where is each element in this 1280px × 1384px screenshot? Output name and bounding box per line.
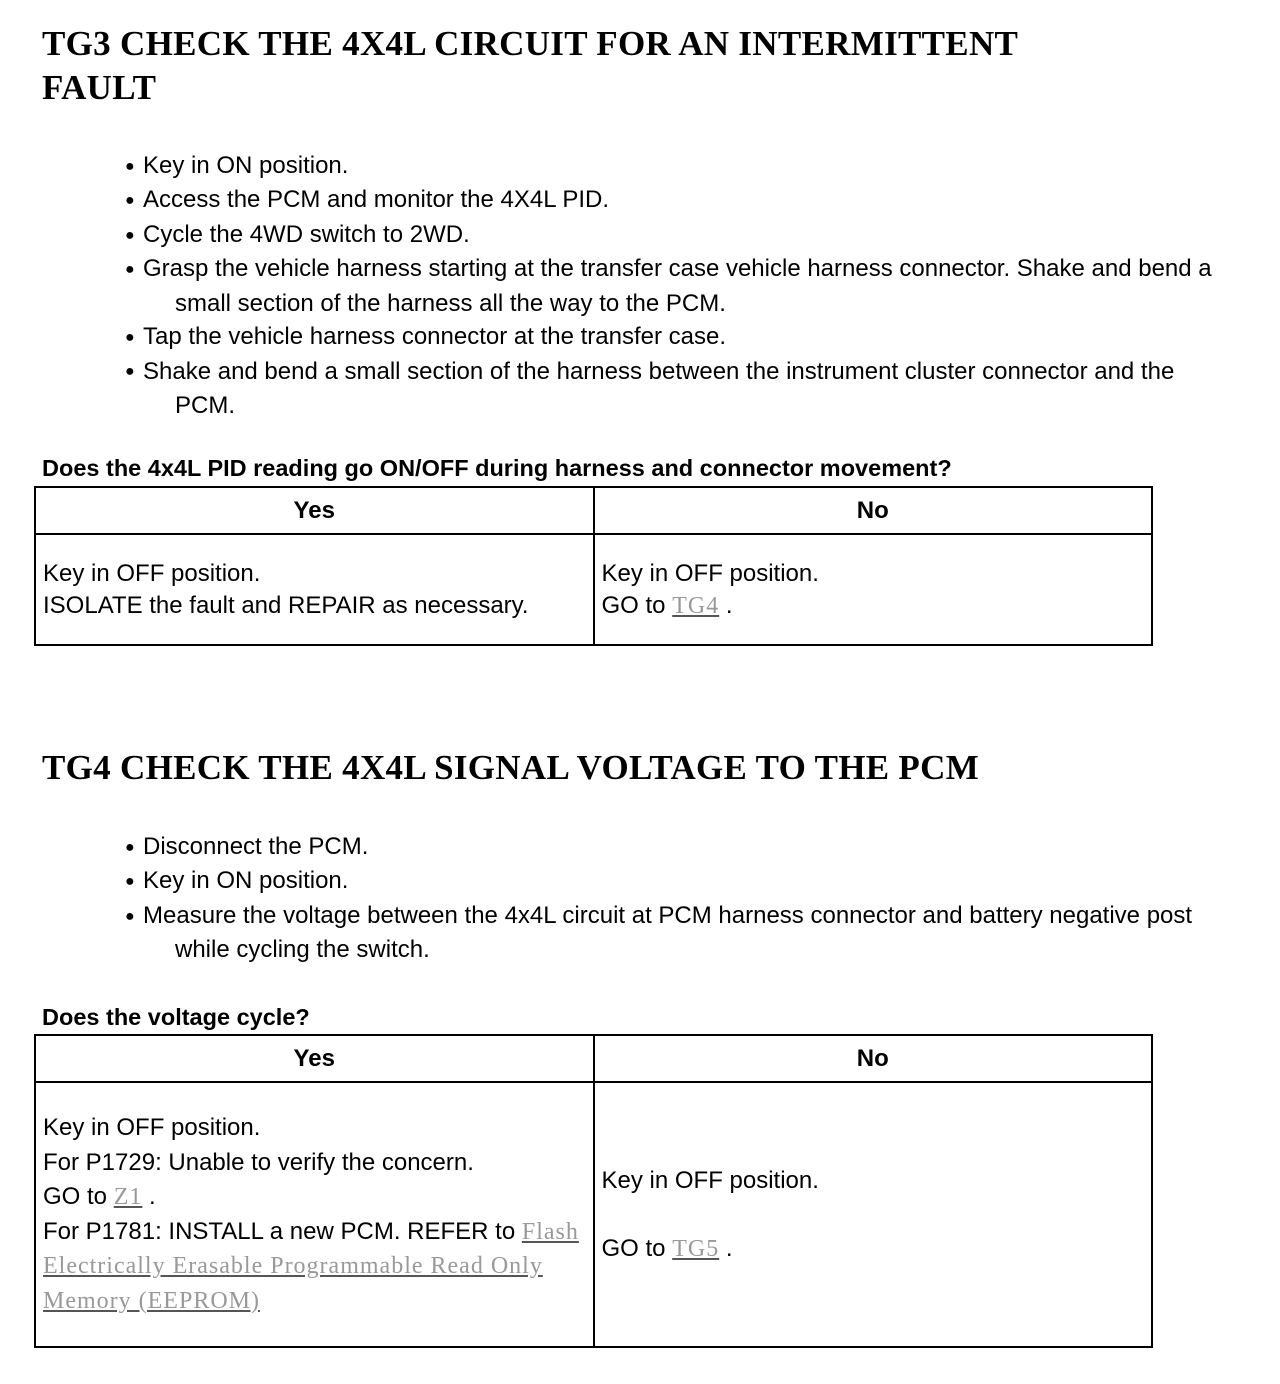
yes-header: Yes xyxy=(35,487,594,534)
tg4-result-table xyxy=(34,1034,1153,1348)
list-item: ● Shake and bend a small section of the harness between the instrument cluster connector and the PCM. xyxy=(125,357,1175,419)
eeprom-link[interactable]: Flash Electrically Erasable Programmable Read Only Memory (EEPROM) xyxy=(43,1218,579,1314)
list-item: ● Tap the vehicle harness connector at the transfer case. xyxy=(125,323,726,351)
tg5-link[interactable]: TG5 xyxy=(672,1235,720,1262)
list-item: ● Access the PCM and monitor the 4X4L PID. xyxy=(125,186,609,214)
yes-cell: Key in OFF position. For P1729: Unable to verify the concern. GO to Z1 . For P1781: INSTALL a new PCM. REFER to Flash Electrically Erasable Programmable Read Only Memory (EEPROM) xyxy=(35,1082,594,1347)
list-item: ● Measure the voltage between the 4x4L circuit at PCM harness connector and battery negative post while cycling the switch. xyxy=(125,901,1193,964)
no-header: No xyxy=(594,487,1153,534)
list-item: ● Disconnect the PCM. xyxy=(125,833,369,860)
no-cell: Key in OFF position. GO to TG5 . xyxy=(594,1082,1153,1347)
tg3-question: Does the 4x4L PID reading go ON/OFF during harness and connector movement? xyxy=(42,455,952,481)
list-item: ● Key in ON position. xyxy=(125,152,349,179)
tg4-steps xyxy=(125,830,1205,967)
list-item: ● Cycle the 4WD switch to 2WD. xyxy=(125,220,470,248)
yes-cell: Key in OFF position. ISOLATE the fault and REPAIR as necessary. xyxy=(35,534,594,645)
tg4-title: TG4 CHECK THE 4X4L SIGNAL VOLTAGE TO THE PCM xyxy=(42,748,980,787)
list-item: ● Key in ON position. xyxy=(125,867,349,895)
no-cell: Key in OFF position. GO to TG4 . xyxy=(594,534,1153,645)
tg3-result-table xyxy=(34,486,1153,646)
tg3-steps xyxy=(125,149,1240,422)
tg4-link[interactable]: TG4 xyxy=(672,592,720,619)
no-header: No xyxy=(594,1035,1153,1082)
list-item: ● Grasp the vehicle harness starting at the transfer case vehicle harness connector. Shake and bend a small section of the harness all the way to the PCM. xyxy=(125,255,1212,317)
yes-header: Yes xyxy=(35,1035,594,1082)
z1-link[interactable]: Z1 xyxy=(113,1184,143,1210)
tg4-question: Does the voltage cycle? xyxy=(42,1004,310,1030)
tg3-title: TG3 CHECK THE 4X4L CIRCUIT FOR AN INTERMITTENT FAULT xyxy=(42,24,1019,107)
